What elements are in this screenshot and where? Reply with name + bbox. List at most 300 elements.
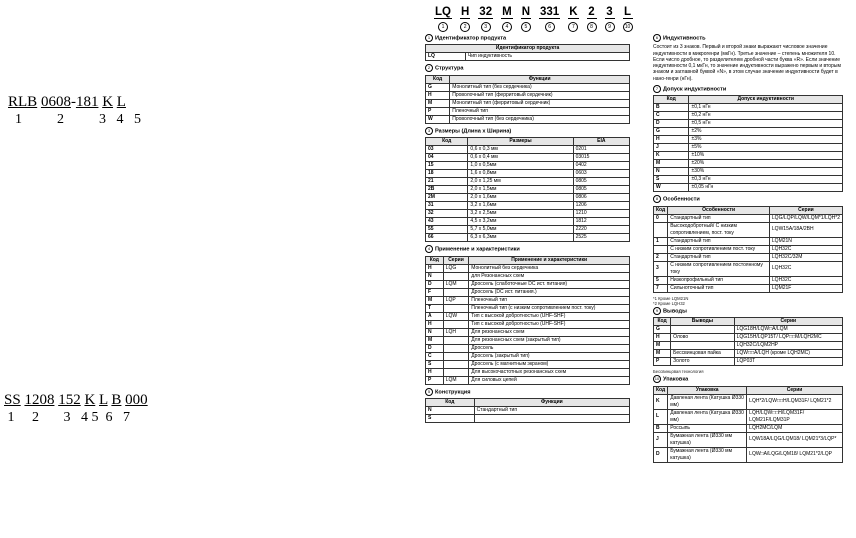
table-cell: W xyxy=(426,115,450,123)
section-title-text: Выводы xyxy=(663,308,687,315)
table-header-cell: Применение и характеристики xyxy=(469,256,630,264)
section-title-text: Конструкция xyxy=(435,389,471,396)
table-cell: 18 xyxy=(426,170,468,178)
table-cell: 1,6 x 0,8мм xyxy=(468,170,573,178)
table-cell: 2220 xyxy=(573,226,629,234)
section-number-circle: 1 xyxy=(425,34,433,42)
header-segment xyxy=(501,6,513,32)
header-segment-text: 2 xyxy=(588,6,595,18)
section-paragraph: Состоит из 3 знаков. Первый и второй знаки выражают числовое значение индуктивности в микрогенри (мкГн). Третье значение – степень множителя 10. Если число дробное, то разделителем дробной части буква «R». Если значение индуктивности 0,1 мкГн, то значение индуктивности выражено первым и вторым знаком и заглавной буквой «N», в этом случае значение индуктивности будет в нано-генри (нГн). xyxy=(653,44,841,82)
table-cell xyxy=(671,326,734,334)
table-header-cell: Код xyxy=(654,96,689,104)
table-row xyxy=(426,226,630,234)
table-cell: 0,6 x 0,3 мм xyxy=(468,146,573,154)
table-row xyxy=(426,218,630,226)
table-cell: G xyxy=(426,83,450,91)
table-cell: LQ xyxy=(426,53,466,61)
code1-text: RLB 0608-181 K L xyxy=(8,94,126,110)
table-cell: 5,7 x 5,0мм xyxy=(468,226,573,234)
footnote: *2 Кроме LQH32 xyxy=(653,300,685,306)
table-cell: С низким сопротивлением пост. току xyxy=(668,245,770,253)
header-segment xyxy=(587,6,597,32)
table-cell: Дроссель xyxy=(469,344,630,352)
table-cell: С низким сопротивлением постоянному току xyxy=(668,261,770,276)
table-cell: D xyxy=(426,344,444,352)
header-segment-text: 331 xyxy=(540,6,560,18)
table-row xyxy=(654,334,843,342)
table-cell: K xyxy=(654,394,668,409)
table-cell: ±10% xyxy=(689,152,843,160)
table-cell: C xyxy=(426,352,444,360)
table-row xyxy=(654,136,843,144)
table-row xyxy=(654,245,843,253)
header-segment-circle: 3 xyxy=(481,22,491,32)
table-row xyxy=(426,264,630,272)
table-cell: Пленочный тип (с низким сопротивлением пост. току) xyxy=(469,304,630,312)
data-table xyxy=(425,137,630,242)
table-cell: Монолитный тип (ферритовый сердечник) xyxy=(450,99,630,107)
table-row xyxy=(426,162,630,170)
table-cell: Давленая лента (Катушка Ø330 мм) xyxy=(668,409,747,424)
table-header-cell: Код xyxy=(654,318,671,326)
table-row xyxy=(654,184,843,192)
header-segment-circle: 6 xyxy=(545,22,555,32)
header-segment-text: L xyxy=(623,6,632,18)
section-title xyxy=(653,375,843,383)
section-title-text: Упаковка xyxy=(663,376,689,383)
table-cell: 66 xyxy=(426,234,468,242)
table-row xyxy=(654,144,843,152)
table-row xyxy=(654,447,843,462)
code2-text: SS 1208 152 K L B 000 xyxy=(4,392,148,408)
table-cell: LQG18H/LQW□A/LQM xyxy=(734,326,842,334)
table-cell: LQP03T xyxy=(734,358,842,366)
table-cell: H xyxy=(426,264,444,272)
header-segment-circle: 4 xyxy=(502,22,512,32)
table-cell: LQH2MC/LQM xyxy=(747,424,843,432)
table-row xyxy=(426,304,630,312)
table-header-cell: Выводы xyxy=(671,318,734,326)
header-segment-text: LQ xyxy=(435,6,451,18)
table-cell: 0806 xyxy=(573,194,629,202)
table-cell: B xyxy=(654,424,668,432)
table-cell: 0201 xyxy=(573,146,629,154)
table-row xyxy=(654,261,843,276)
table-cell: 1206 xyxy=(573,202,629,210)
section-title xyxy=(653,34,843,42)
table-cell: N xyxy=(654,168,689,176)
table-row xyxy=(654,284,843,292)
section-title xyxy=(425,388,630,396)
table-cell: H xyxy=(654,334,671,342)
table-cell: Низкопрофильный тип xyxy=(668,276,770,284)
table-cell: LQM21F xyxy=(769,284,842,292)
table-cell: Проволочный тип (без сердечника) xyxy=(450,115,630,123)
table-cell: LQG xyxy=(443,264,469,272)
header-segment-text: K xyxy=(569,6,578,18)
table-row xyxy=(654,222,843,237)
table-row xyxy=(654,424,843,432)
table-row xyxy=(654,128,843,136)
table-cell: Давленая лента (Катушка Ø330 мм) xyxy=(668,394,747,409)
table-cell: 04 xyxy=(426,154,468,162)
section-number-circle: 7 xyxy=(653,85,661,93)
table-row xyxy=(654,253,843,261)
section-title-text: Идентификатор продукта xyxy=(435,35,507,42)
table-cell: 7 xyxy=(654,284,668,292)
footnote: *1 Кроме LQM21N xyxy=(653,295,689,301)
section-number-circle: 9 xyxy=(653,307,661,315)
table-row xyxy=(654,214,843,222)
header-segment-text: 32 xyxy=(479,6,493,18)
table-cell: 1 xyxy=(654,237,668,245)
table-cell: LQG/LQP/LQW/LQM*1/LQH*2 xyxy=(769,214,842,222)
table-header-cell: Упаковка xyxy=(668,386,747,394)
table-cell: F xyxy=(426,288,444,296)
header-segment-circle: 2 xyxy=(460,22,470,32)
table-cell: Бумажная лента (Ø330 мм катушка) xyxy=(668,432,747,447)
table-row xyxy=(426,178,630,186)
table-cell: 03 xyxy=(426,146,468,154)
right-column xyxy=(653,33,843,466)
table-cell: ±2% xyxy=(689,128,843,136)
section-title-text: Структура xyxy=(435,65,464,72)
table-header-cell: Код xyxy=(654,206,668,214)
table-header-row xyxy=(426,399,630,407)
table-row xyxy=(426,146,630,154)
table-header-cell: Серии xyxy=(769,206,842,214)
table-cell: M xyxy=(654,160,689,168)
table-cell: G xyxy=(654,128,689,136)
table-cell: LQW□A/LQG/LQM18/ LQM21*2/LQP xyxy=(747,447,843,462)
table-cell: 6,3 x 6,3мм xyxy=(468,234,573,242)
table-cell: N xyxy=(426,407,475,415)
header-segment xyxy=(434,6,452,32)
table-cell xyxy=(443,336,469,344)
section-number-circle: 4 xyxy=(425,245,433,253)
table-cell: LQH32C xyxy=(769,261,842,276)
table-cell xyxy=(443,360,469,368)
table-cell: S xyxy=(654,176,689,184)
table-header-cell: Код xyxy=(426,399,475,407)
table-cell: 43 xyxy=(426,218,468,226)
table-cell: Дроссель (закрытый тип) xyxy=(469,352,630,360)
table-cell: H xyxy=(654,136,689,144)
table-cell: H xyxy=(426,368,444,376)
table-row xyxy=(426,99,630,107)
table-cell: 55 xyxy=(426,226,468,234)
table-cell xyxy=(443,272,469,280)
table-cell: 2B xyxy=(426,186,468,194)
table-cell: P xyxy=(426,376,444,384)
table-row xyxy=(426,312,630,320)
table-cell: LQH xyxy=(443,328,469,336)
table-cell: Сильноточный тип xyxy=(668,284,770,292)
section-title-text: Размеры (Длина х Ширина) xyxy=(435,128,512,135)
table-cell: Дроссель (слаботочные DC ист. питания) xyxy=(469,280,630,288)
table-cell xyxy=(474,415,629,423)
table-cell: ±0,05 нГн xyxy=(689,184,843,192)
table-cell xyxy=(443,352,469,360)
table-row xyxy=(426,360,630,368)
table-row xyxy=(654,160,843,168)
table-cell: Монолитный без сердечника xyxy=(469,264,630,272)
table-cell: J xyxy=(654,144,689,152)
table-cell: 3,2 x 1,6мм xyxy=(468,202,573,210)
table-row xyxy=(654,112,843,120)
table-cell xyxy=(654,222,668,237)
table-cell: для Резонансных схем xyxy=(469,272,630,280)
table-row xyxy=(654,326,843,334)
table-cell: Стандартный тип xyxy=(474,407,629,415)
section-title xyxy=(425,64,630,72)
table-cell: 2525 xyxy=(573,234,629,242)
part-number-header xyxy=(434,6,641,32)
table-row xyxy=(426,344,630,352)
table-cell: S xyxy=(426,415,475,423)
table-row xyxy=(426,296,630,304)
table-cell: LQH32C xyxy=(769,276,842,284)
table-cell: 0603 xyxy=(573,170,629,178)
table-header-cell: Особенности xyxy=(668,206,770,214)
table-row xyxy=(426,154,630,162)
table-header-row xyxy=(654,318,843,326)
table-cell: C xyxy=(654,112,689,120)
data-table xyxy=(425,44,630,61)
table-cell: 3,2 x 2,5мм xyxy=(468,210,573,218)
section-title-text: Применение и характеристики xyxy=(435,246,520,253)
header-segment xyxy=(460,6,470,32)
section-number-circle: 10 xyxy=(654,376,660,382)
table-cell: M xyxy=(426,296,444,304)
data-table xyxy=(425,256,630,385)
table-cell: 2 xyxy=(654,253,668,261)
table-cell: Олово xyxy=(671,334,734,342)
code1-numbers: 1 2 3 4 5 xyxy=(15,112,141,127)
table-header-row xyxy=(426,256,630,264)
section-title xyxy=(425,127,630,135)
table-header-cell: Функции xyxy=(450,75,630,83)
table-cell: H xyxy=(426,320,444,328)
table-row xyxy=(654,176,843,184)
section-title xyxy=(653,85,843,93)
table-cell: Дроссель (DC ист. питания.) xyxy=(469,288,630,296)
table-cell: 2M xyxy=(426,194,468,202)
header-segment-circle: 8 xyxy=(587,22,597,32)
table-row xyxy=(654,358,843,366)
table-cell: Бумажная лента (Ø330 мм катушка) xyxy=(668,447,747,462)
table-cell: Проволочный тип (ферритовый сердечник) xyxy=(450,91,630,99)
table-cell: 0,6 x 0,4 мм xyxy=(468,154,573,162)
table-cell: 1210 xyxy=(573,210,629,218)
table-cell: 2,0 x 1,25 мм xyxy=(468,178,573,186)
table-cell: G xyxy=(654,326,671,334)
table-cell: N xyxy=(426,272,444,280)
header-segment xyxy=(568,6,578,32)
table-cell xyxy=(443,368,469,376)
table-cell: T xyxy=(426,304,444,312)
table-row xyxy=(426,320,630,328)
table-cell xyxy=(671,342,734,350)
table-row xyxy=(426,288,630,296)
table-cell: 4,5 x 3,2мм xyxy=(468,218,573,226)
table-header-cell: Функции xyxy=(474,399,629,407)
table-row xyxy=(426,368,630,376)
table-row xyxy=(426,272,630,280)
table-cell: Для силовых цепей xyxy=(469,376,630,384)
data-table xyxy=(425,75,630,124)
table-cell: Для резонансных схем xyxy=(469,328,630,336)
table-row xyxy=(426,194,630,202)
header-segment-text: N xyxy=(521,6,530,18)
table-cell: LQW15A/18A/2BH xyxy=(769,222,842,237)
table-row xyxy=(426,91,630,99)
table-row xyxy=(426,415,630,423)
table-row xyxy=(426,115,630,123)
table-cell: LQH32C/LQM2HP xyxy=(734,342,842,350)
table-cell: 3 xyxy=(654,261,668,276)
table-cell: M xyxy=(426,99,450,107)
section-number-circle: 5 xyxy=(425,388,433,396)
table-row xyxy=(426,280,630,288)
table-header-cell: Серии xyxy=(747,386,843,394)
table-cell: Пленочный тип xyxy=(450,107,630,115)
table-row xyxy=(654,168,843,176)
table-cell: ±5% xyxy=(689,144,843,152)
table-row xyxy=(426,107,630,115)
data-table xyxy=(653,317,843,366)
table-cell: 31 xyxy=(426,202,468,210)
table-header-cell: Серии xyxy=(443,256,469,264)
table-cell: Пленочный тип xyxy=(469,296,630,304)
table-header-row xyxy=(654,206,843,214)
table-cell: Бессвинцовая пайка xyxy=(671,350,734,358)
table-row xyxy=(426,407,630,415)
table-header-cell: Допуск индуктивности xyxy=(689,96,843,104)
table-cell: 2,0 x 1,6мм xyxy=(468,194,573,202)
code2-numbers: 1 2 3 4 5 6 7 xyxy=(7,410,130,425)
section-title-text: Индуктивность xyxy=(663,35,706,42)
table-header-row xyxy=(654,96,843,104)
table-row xyxy=(654,350,843,358)
table-row xyxy=(426,210,630,218)
table-header-cell: EIA xyxy=(573,138,629,146)
section-title xyxy=(425,245,630,253)
table-cell: ±0,2 нГн xyxy=(689,112,843,120)
table-cell: 1,0 x 0,5мм xyxy=(468,162,573,170)
table-row xyxy=(426,376,630,384)
section-number-circle: 6 xyxy=(653,34,661,42)
table-row xyxy=(654,152,843,160)
table-cell: D xyxy=(426,280,444,288)
table-cell: D xyxy=(654,120,689,128)
header-segment xyxy=(521,6,531,32)
section-title-text: Допуск индуктивности xyxy=(663,86,727,93)
table-cell: LQH*2/LQW□□H/LQM31F/ LQM21*2 xyxy=(747,394,843,409)
table-header-cell: Код xyxy=(426,75,450,83)
table-cell: LQW xyxy=(443,312,469,320)
section-title-text: Особенности xyxy=(663,196,700,203)
header-segment-circle: 10 xyxy=(623,22,633,32)
table-cell: Чип индуктивность xyxy=(465,53,629,61)
table-row xyxy=(654,342,843,350)
table-row xyxy=(654,432,843,447)
table-cell: LQH32C/32M xyxy=(769,253,842,261)
footnote: Бессвинцовая технология xyxy=(653,369,704,375)
table-cell: LQM21N xyxy=(769,237,842,245)
table-cell: 1812 xyxy=(573,218,629,226)
table-cell: 0402 xyxy=(573,162,629,170)
table-cell: D xyxy=(654,447,668,462)
table-cell: Стандартный тип xyxy=(668,214,770,222)
table-cell: N xyxy=(426,328,444,336)
table-cell: P xyxy=(426,107,450,115)
table-cell: 21 xyxy=(426,178,468,186)
table-cell: 03015 xyxy=(573,154,629,162)
table-cell: Тип с высокой добротностью (UHF-SHF) xyxy=(469,312,630,320)
table-cell xyxy=(443,320,469,328)
table-cell: Стандартный тип xyxy=(668,253,770,261)
table-header-cell: Код xyxy=(426,138,468,146)
table-cell: 2,0 x 1,5мм xyxy=(468,186,573,194)
section-number-circle: 3 xyxy=(425,127,433,135)
table-row xyxy=(654,394,843,409)
table-cell: Для высокочастотных резонансных схем xyxy=(469,368,630,376)
data-table xyxy=(425,398,630,423)
table-cell: M xyxy=(654,350,671,358)
table-row xyxy=(654,120,843,128)
table-cell: ±0,3 нГн xyxy=(689,176,843,184)
table-cell: LQH32C xyxy=(769,245,842,253)
header-segment xyxy=(539,6,560,32)
section-title xyxy=(653,195,843,203)
table-row xyxy=(426,328,630,336)
table-cell: Золото xyxy=(671,358,734,366)
header-segment xyxy=(478,6,493,32)
table-cell xyxy=(654,245,668,253)
table-cell: Стандартный тип xyxy=(668,237,770,245)
header-segment xyxy=(605,6,615,32)
table-cell xyxy=(443,304,469,312)
table-cell: S xyxy=(426,360,444,368)
table-cell: Тип с высокой добротностью (UHF-SHF) xyxy=(469,320,630,328)
table-cell: Для резонансных схем (закрытый тип) xyxy=(469,336,630,344)
table-row xyxy=(426,53,630,61)
table-row xyxy=(426,234,630,242)
section-number-circle: 8 xyxy=(653,195,661,203)
part-code-example-2 xyxy=(4,392,148,425)
header-segment xyxy=(623,6,633,32)
table-cell: ±0,1 нГн xyxy=(689,104,843,112)
part-code-example-1 xyxy=(8,94,141,127)
table-cell: W xyxy=(654,184,689,192)
table-header-cell: Идентификатор продукта xyxy=(426,45,630,53)
table-cell: LQG15H/LQP15T/ LQP□□M/LQH2MC xyxy=(734,334,842,342)
table-cell: 0 xyxy=(654,214,668,222)
table-cell xyxy=(443,344,469,352)
table-cell: B xyxy=(654,104,689,112)
table-cell: LQM xyxy=(443,376,469,384)
table-cell: Высокодобротный/ С низким сопротивлением, пост. току xyxy=(668,222,770,237)
data-table xyxy=(653,386,843,463)
table-cell: H xyxy=(426,91,450,99)
table-row xyxy=(654,409,843,424)
table-cell: 0805 xyxy=(573,186,629,194)
table-cell: Россыпь xyxy=(668,424,747,432)
table-cell: LQW18A/LQG/LQM18/ LQM21*3/LQP* xyxy=(747,432,843,447)
table-cell: A xyxy=(426,312,444,320)
table-cell: ±0,5 нГн xyxy=(689,120,843,128)
